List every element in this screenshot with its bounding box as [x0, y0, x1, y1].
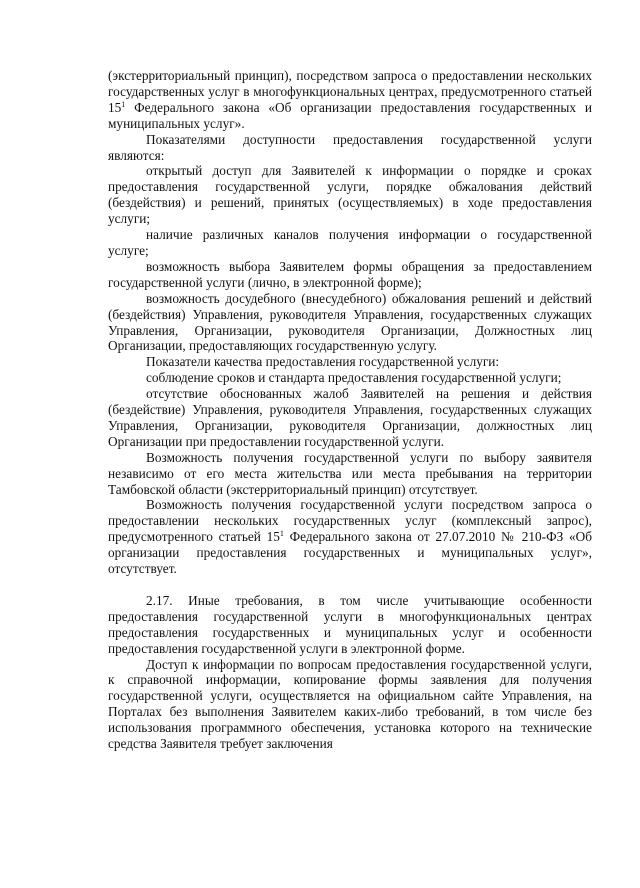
paragraph-p6 — [108, 291, 592, 355]
paragraph-p8 — [108, 370, 592, 386]
text-run: возможность досудебного (внесудебного) обжалования решений и действий (бездействия) Управления, руководителя Управления, государственных служащих Управления, Организации, руководителя Организации, Должностных лиц Организации, предоставляющих государственную услугу. — [108, 290, 592, 354]
paragraph-p13 — [108, 657, 592, 752]
text-run: возможность выбора Заявителем формы обращения за предоставлением государственной услуги (лично, в электронной форме); — [108, 258, 592, 290]
text-run: соблюдение сроков и стандарта предоставления государственной услуги; — [146, 370, 562, 386]
superscript: 1 — [121, 99, 126, 109]
text-run: Показателями доступности предоставления государственной услуги являются: — [108, 131, 592, 163]
paragraph-p10 — [108, 450, 592, 498]
text-run: наличие различных каналов получения информации о государственной услуге; — [108, 227, 592, 258]
paragraph-p2 — [108, 132, 592, 164]
text-run: отсутствие обоснованных жалоб Заявителей на решения и действия (бездействие) Управления, руководителя Управления, государственных служащих Управления, Организации, руководителя Организации, должностных лиц Организации при предоставлении государственной услуги. — [108, 386, 592, 449]
paragraph-p4 — [108, 227, 592, 259]
text-run: Федерального закона «Об организации предоставления государственных и муниципальных услуг». — [108, 99, 592, 131]
paragraph-p11 — [108, 497, 592, 577]
text-run: Показатели качества предоставления государственной услуги: — [146, 354, 500, 370]
paragraph-p5 — [108, 259, 592, 291]
paragraph-p1 — [108, 68, 592, 132]
paragraph-p12 — [108, 593, 592, 657]
paragraph-spacer — [108, 577, 592, 593]
text-run: Возможность получения государственной услуги посредством запроса о предоставлении нескольких государственных услуг (комплексный запрос), предусмотренного статьей 15 — [108, 497, 592, 545]
paragraph-p3 — [108, 163, 592, 227]
text-run: Доступ к информации по вопросам предоставления государственной услуги, к справочной информации, копирование формы заявления для получения государственной услуги, осуществляется на официальном сайте Управления, на Порталах без выполнения Заявителем каких-либо требований, в том числе без использования программного обеспечения, установка которого на технические средства Заявителя требует заключения — [108, 656, 592, 752]
paragraph-p7 — [108, 354, 592, 370]
text-run: 2.17. Иные требования, в том числе учитывающие особенности предоставления государственной услуги в многофункциональных центрах предоставления государственных и муниципальных услуг и особенности предоставления государственной услуги в электронной форме. — [108, 592, 592, 656]
text-run: (экстерриториальный принцип), посредством запроса о предоставлении нескольких государственных услуг в многофункциональных центрах, предусмотренного статьей 15 — [108, 68, 592, 115]
text-run: Возможность получения государственной услуги по выбору заявителя независимо от его места жительства или места пребывания на территории Тамбовской области (экстерриториальный принцип) отсутствует. — [108, 449, 592, 497]
text-run: Федерального закона от 27.07.2010 № 210-ФЗ «Об организации предоставления государственных и муниципальных услуг», отсутствует. — [108, 529, 592, 577]
text-run: открытый доступ для Заявителей к информации о порядке и сроках предоставления государственной услуги, порядке обжалования действий (бездействия) и решений, принятых (осуществляемых) в ходе предоставления услуги; — [108, 163, 592, 227]
paragraph-p9 — [108, 386, 592, 450]
superscript: 1 — [279, 529, 284, 539]
